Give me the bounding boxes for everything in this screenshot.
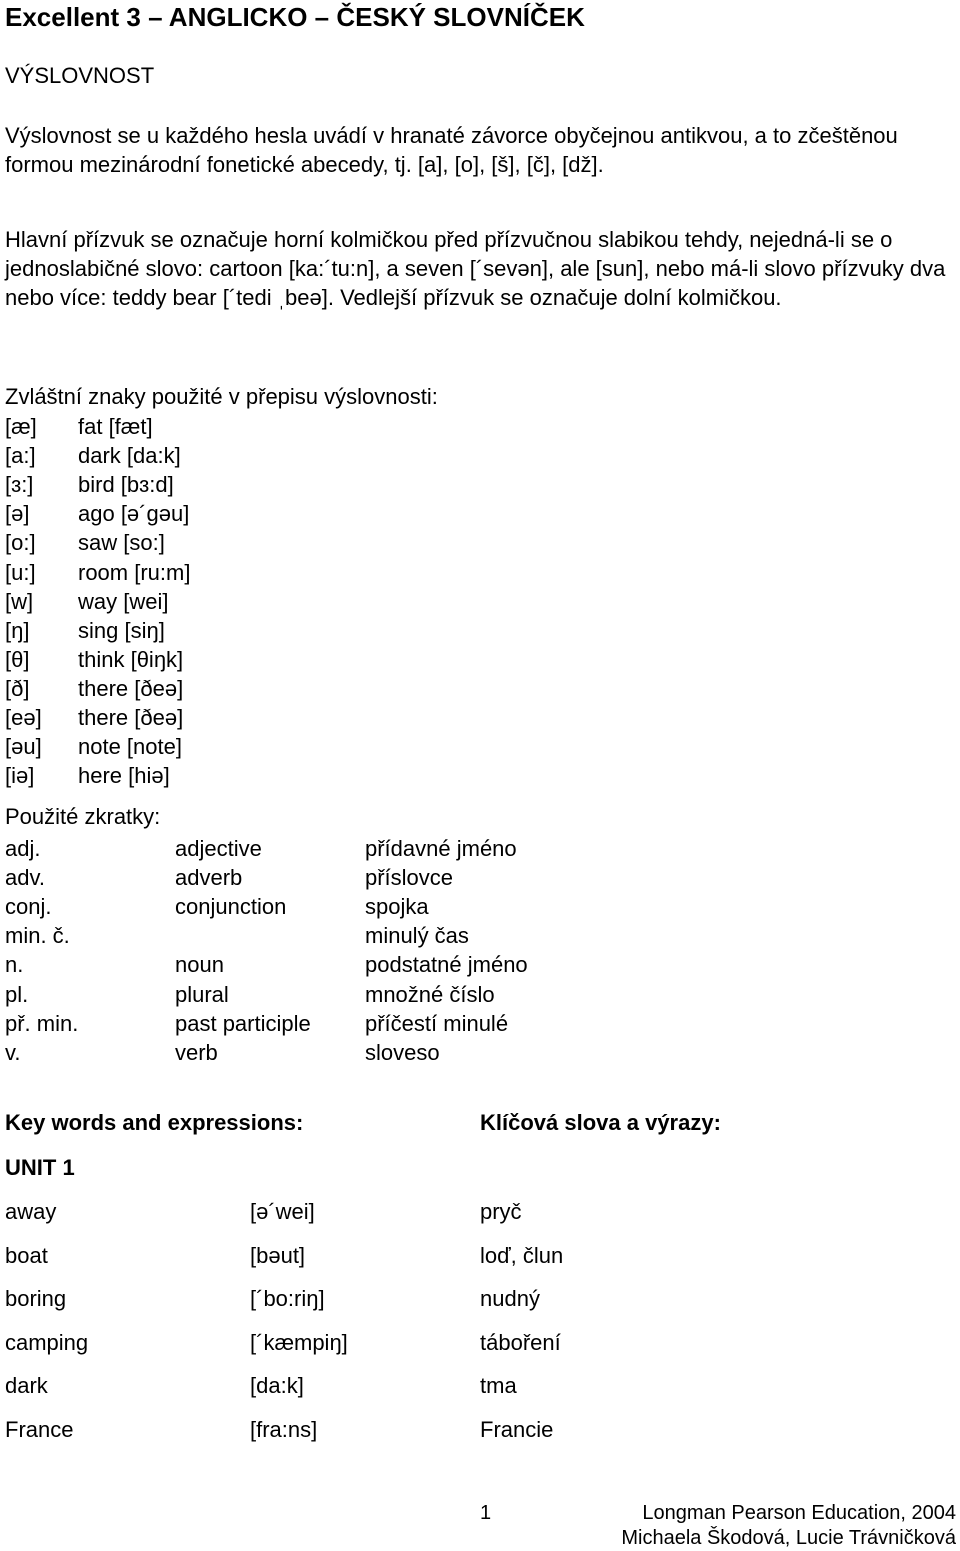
abbreviation: pl. xyxy=(5,982,29,1007)
symbol-example: sing [siŋ] xyxy=(78,618,165,643)
footer-authors: Michaela Škodová, Lucie Trávničková xyxy=(621,1527,956,1549)
abbreviation: v. xyxy=(5,1040,21,1065)
symbol-example: dark [da:k] xyxy=(78,443,181,468)
symbol: [əu] xyxy=(5,734,42,759)
pronunciation-heading: VÝSLOVNOST xyxy=(5,63,155,88)
symbol: [u:] xyxy=(5,560,36,585)
vocabulary-pronunciation: [da:k] xyxy=(250,1373,304,1398)
abbreviation-english: conjunction xyxy=(175,894,287,919)
vocabulary-translation: nudný xyxy=(480,1286,540,1311)
abbreviation-czech: množné číslo xyxy=(365,982,495,1007)
abbreviation: min. č. xyxy=(5,923,70,948)
abbreviation-czech: minulý čas xyxy=(365,923,469,948)
abbreviation-english: verb xyxy=(175,1040,218,1065)
page-title: Excellent 3 – ANGLICKO – ČESKÝ SLOVNÍČEK xyxy=(5,2,585,32)
vocabulary-translation: Francie xyxy=(480,1417,554,1442)
page-number: 1 xyxy=(480,1502,492,1524)
symbol: [ɜ:] xyxy=(5,472,34,497)
abbreviation-english: adverb xyxy=(175,865,243,890)
symbol: [ð] xyxy=(5,676,30,701)
abbreviation: conj. xyxy=(5,894,52,919)
symbol: [θ] xyxy=(5,647,30,672)
symbol-example: there [ðeə] xyxy=(78,676,184,701)
unit-heading: UNIT 1 xyxy=(5,1155,75,1180)
vocabulary-pronunciation: [´bo:riŋ] xyxy=(250,1286,325,1311)
abbreviation-czech: spojka xyxy=(365,894,429,919)
abbreviation-czech: podstatné jméno xyxy=(365,952,528,977)
symbol-example: fat [fæt] xyxy=(78,414,153,439)
symbol: [æ] xyxy=(5,414,37,439)
vocabulary-pronunciation: [´kæmpiŋ] xyxy=(250,1330,348,1355)
abbreviation-czech: přídavné jméno xyxy=(365,836,517,861)
vocabulary-word: boring xyxy=(5,1286,67,1311)
vocabulary-translation: loď, člun xyxy=(480,1243,564,1268)
symbol: [ŋ] xyxy=(5,618,30,643)
abbreviation: n. xyxy=(5,952,24,977)
symbol-example: ago [ə´gəu] xyxy=(78,501,190,526)
vocabulary-translation: pryč xyxy=(480,1199,522,1224)
symbol: [a:] xyxy=(5,443,36,468)
abbreviation: adj. xyxy=(5,836,41,861)
symbol: [iə] xyxy=(5,763,35,788)
abbreviation-czech: příslovce xyxy=(365,865,454,890)
pronunciation-paragraph-1: Výslovnost se u každého hesla uvádí v hranaté závorce obyčejnou antikvou, a to zčeštěnou formou mezinárodní fonetické abecedy, tj. [a], [o], [š], [č], [dž]. xyxy=(5,123,898,177)
symbol-example: room [ru:m] xyxy=(78,560,191,585)
symbol-example: here [hiə] xyxy=(78,763,170,788)
vocabulary-translation: tma xyxy=(480,1373,517,1398)
footer-publisher: Longman Pearson Education, 2004 xyxy=(642,1502,956,1524)
key-words-heading-czech: Klíčová slova a výrazy: xyxy=(480,1110,721,1135)
abbreviation: adv. xyxy=(5,865,45,890)
symbol-example: there [ðeə] xyxy=(78,705,184,730)
symbol-example: note [note] xyxy=(78,734,182,759)
symbol: [eə] xyxy=(5,705,42,730)
vocabulary-word: dark xyxy=(5,1373,48,1398)
vocabulary-pronunciation: [bəut] xyxy=(250,1243,306,1268)
symbol-example: saw [so:] xyxy=(78,530,165,555)
symbol-example: way [wei] xyxy=(78,589,169,614)
abbreviation-english: past participle xyxy=(175,1011,311,1036)
special-symbols-heading: Zvláštní znaky použité v přepisu výslovnosti: xyxy=(5,384,438,409)
abbreviation-english: plural xyxy=(175,982,229,1007)
symbol-example: bird [bɜ:d] xyxy=(78,472,174,497)
abbreviation-english: noun xyxy=(175,952,224,977)
abbreviation-czech: sloveso xyxy=(365,1040,440,1065)
vocabulary-word: camping xyxy=(5,1330,89,1355)
pronunciation-paragraph-2: Hlavní přízvuk se označuje horní kolmičkou před přízvučnou slabikou tehdy, nejedná-li se o jednoslabičné slovo: cartoon [ka:´tu:n], a seven [´sevən], ale [sun], nebo má-li slovo přízvuky dva nebo více: teddy bear [´tedi ˌbeə]. Vedlejší přízvuk se označuje dolní kolmičkou. xyxy=(5,227,946,310)
vocabulary-translation: táboření xyxy=(480,1330,561,1355)
symbol: [ə] xyxy=(5,501,30,526)
symbol: [o:] xyxy=(5,530,36,555)
vocabulary-pronunciation: [fra:ns] xyxy=(250,1417,318,1442)
symbol-example: think [θiŋk] xyxy=(78,647,184,672)
vocabulary-word: France xyxy=(5,1417,74,1442)
abbreviation-czech: příčestí minulé xyxy=(365,1011,509,1036)
vocabulary-word: away xyxy=(5,1199,57,1224)
symbol: [w] xyxy=(5,589,34,614)
abbreviation-english: adjective xyxy=(175,836,262,861)
key-words-heading-english: Key words and expressions: xyxy=(5,1110,304,1135)
vocabulary-word: boat xyxy=(5,1243,48,1268)
vocabulary-pronunciation: [ə´wei] xyxy=(250,1199,315,1224)
abbreviation: př. min. xyxy=(5,1011,79,1036)
abbreviations-heading: Použité zkratky: xyxy=(5,804,161,829)
